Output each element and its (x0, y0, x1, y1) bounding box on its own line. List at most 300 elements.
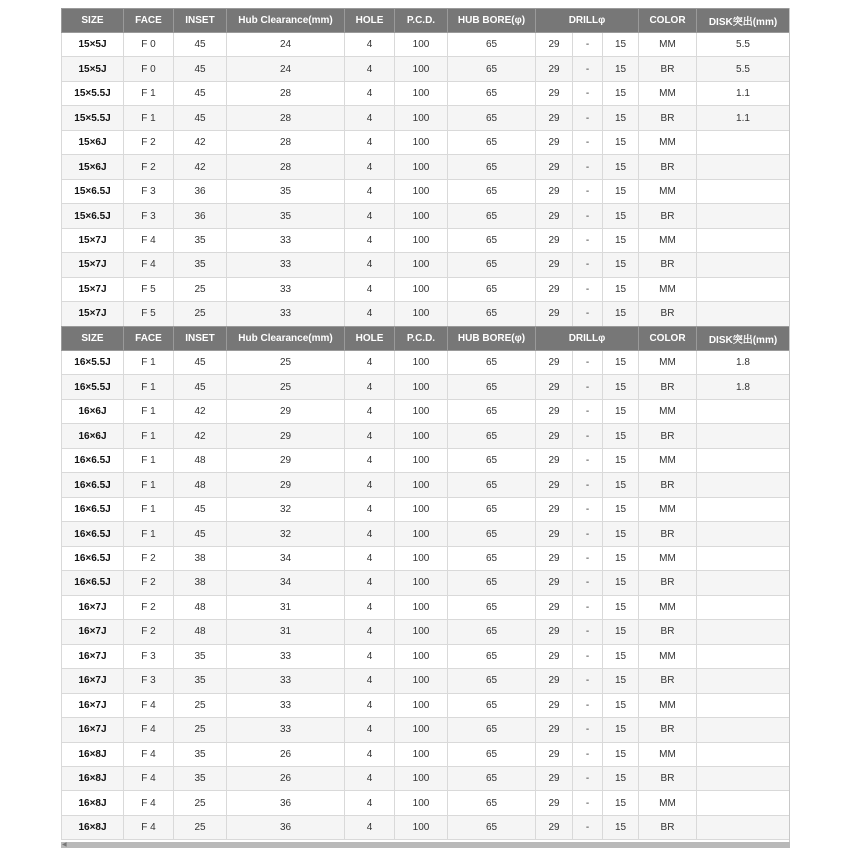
cell-drill-separator: - (573, 815, 603, 839)
cell-color: BR (639, 718, 697, 742)
cell-hole: 4 (345, 571, 395, 595)
cell-hub-bore: 65 (448, 546, 536, 570)
cell-hole: 4 (345, 204, 395, 228)
cell-inset: 35 (174, 766, 227, 790)
cell-drill-min: 29 (536, 766, 573, 790)
cell-hub-clearance: 24 (227, 33, 345, 57)
table-row (62, 228, 790, 252)
cell-hub-bore: 65 (448, 228, 536, 252)
cell-size: 15×5J (62, 57, 124, 81)
cell-color: BR (639, 204, 697, 228)
cell-hole: 4 (345, 277, 395, 301)
cell-inset: 48 (174, 595, 227, 619)
cell-drill-min: 29 (536, 302, 573, 326)
cell-hole: 4 (345, 399, 395, 423)
cell-hub-clearance: 31 (227, 620, 345, 644)
cell-face: F 3 (124, 669, 174, 693)
cell-drill-separator: - (573, 595, 603, 619)
cell-drill-max: 15 (603, 571, 639, 595)
cell-color: MM (639, 693, 697, 717)
cell-inset: 25 (174, 815, 227, 839)
cell-size: 16×6.5J (62, 571, 124, 595)
cell-size: 15×7J (62, 277, 124, 301)
cell-face: F 4 (124, 791, 174, 815)
cell-size: 16×7J (62, 718, 124, 742)
cell-drill-separator: - (573, 620, 603, 644)
cell-disk (697, 522, 790, 546)
cell-hub-bore: 65 (448, 155, 536, 179)
table-row (62, 351, 790, 375)
header-hole: HOLE (345, 9, 395, 33)
cell-color: MM (639, 228, 697, 252)
cell-hub-bore: 65 (448, 718, 536, 742)
cell-color: BR (639, 473, 697, 497)
cell-size: 16×8J (62, 742, 124, 766)
cell-hub-bore: 65 (448, 693, 536, 717)
table-body (62, 33, 790, 327)
header-pcd: P.C.D. (395, 9, 448, 33)
cell-color: MM (639, 179, 697, 203)
table-row (62, 669, 790, 693)
cell-size: 15×5.5J (62, 81, 124, 105)
cell-drill-min: 29 (536, 742, 573, 766)
cell-drill-separator: - (573, 473, 603, 497)
cell-hub-clearance: 31 (227, 595, 345, 619)
cell-size: 16×6J (62, 399, 124, 423)
cell-size: 15×6J (62, 130, 124, 154)
cell-drill-max: 15 (603, 766, 639, 790)
cell-disk (697, 546, 790, 570)
cell-hub-clearance: 28 (227, 155, 345, 179)
cell-hole: 4 (345, 57, 395, 81)
cell-drill-min: 29 (536, 204, 573, 228)
header-color: COLOR (639, 327, 697, 351)
cell-drill-max: 15 (603, 522, 639, 546)
cell-disk (697, 644, 790, 668)
header-hub-bore: HUB BORE(φ) (448, 327, 536, 351)
cell-drill-min: 29 (536, 669, 573, 693)
cell-hub-clearance: 36 (227, 791, 345, 815)
cell-hub-bore: 65 (448, 130, 536, 154)
cell-pcd: 100 (395, 33, 448, 57)
cell-hub-clearance: 29 (227, 473, 345, 497)
cell-disk (697, 302, 790, 326)
cell-color: MM (639, 351, 697, 375)
cell-hub-bore: 65 (448, 57, 536, 81)
cell-disk: 1.8 (697, 375, 790, 399)
cell-drill-max: 15 (603, 693, 639, 717)
cell-hub-bore: 65 (448, 742, 536, 766)
cell-drill-max: 15 (603, 546, 639, 570)
cell-face: F 1 (124, 424, 174, 448)
cell-drill-min: 29 (536, 546, 573, 570)
cell-drill-separator: - (573, 742, 603, 766)
cell-hub-clearance: 33 (227, 277, 345, 301)
cell-hub-clearance: 25 (227, 375, 345, 399)
cell-drill-separator: - (573, 253, 603, 277)
cell-inset: 36 (174, 179, 227, 203)
cell-hub-bore: 65 (448, 595, 536, 619)
cell-drill-max: 15 (603, 179, 639, 203)
cell-disk: 1.8 (697, 351, 790, 375)
cell-hub-bore: 65 (448, 473, 536, 497)
cell-pcd: 100 (395, 424, 448, 448)
cell-hub-clearance: 33 (227, 253, 345, 277)
table-row (62, 546, 790, 570)
cell-drill-min: 29 (536, 815, 573, 839)
table-row (62, 155, 790, 179)
cell-drill-min: 29 (536, 473, 573, 497)
cell-hole: 4 (345, 669, 395, 693)
cell-hole: 4 (345, 766, 395, 790)
cell-hole: 4 (345, 81, 395, 105)
cell-drill-min: 29 (536, 595, 573, 619)
cell-drill-max: 15 (603, 620, 639, 644)
cell-hole: 4 (345, 815, 395, 839)
cell-drill-min: 29 (536, 375, 573, 399)
cell-color: MM (639, 497, 697, 521)
cell-pcd: 100 (395, 718, 448, 742)
cell-drill-separator: - (573, 204, 603, 228)
table-row (62, 595, 790, 619)
cell-hole: 4 (345, 351, 395, 375)
cell-pcd: 100 (395, 155, 448, 179)
cell-drill-min: 29 (536, 106, 573, 130)
header-face: FACE (124, 9, 174, 33)
cell-disk (697, 448, 790, 472)
cell-drill-min: 29 (536, 179, 573, 203)
table-row (62, 277, 790, 301)
cell-pcd: 100 (395, 473, 448, 497)
cell-inset: 35 (174, 253, 227, 277)
cell-hub-clearance: 29 (227, 448, 345, 472)
table-body (62, 351, 790, 840)
cell-hub-bore: 65 (448, 448, 536, 472)
cell-size: 15×7J (62, 253, 124, 277)
cell-drill-separator: - (573, 106, 603, 130)
cell-drill-separator: - (573, 130, 603, 154)
cell-face: F 1 (124, 497, 174, 521)
cell-hub-clearance: 28 (227, 81, 345, 105)
cell-size: 15×7J (62, 228, 124, 252)
cell-disk (697, 669, 790, 693)
cell-hub-clearance: 24 (227, 57, 345, 81)
scrollbar-thumb[interactable] (61, 842, 790, 848)
cell-drill-separator: - (573, 57, 603, 81)
cell-face: F 2 (124, 571, 174, 595)
cell-inset: 42 (174, 155, 227, 179)
cell-hub-clearance: 34 (227, 546, 345, 570)
header-inset: INSET (174, 327, 227, 351)
cell-disk (697, 718, 790, 742)
cell-inset: 48 (174, 620, 227, 644)
cell-face: F 2 (124, 620, 174, 644)
cell-hub-bore: 65 (448, 399, 536, 423)
header-disk: DISK突出(mm) (697, 9, 790, 33)
cell-pcd: 100 (395, 399, 448, 423)
spec-table-15-inch (61, 8, 790, 327)
cell-hub-clearance: 33 (227, 693, 345, 717)
cell-face: F 0 (124, 33, 174, 57)
cell-disk: 5.5 (697, 57, 790, 81)
cell-hole: 4 (345, 424, 395, 448)
cell-hub-bore: 65 (448, 424, 536, 448)
cell-hub-clearance: 25 (227, 351, 345, 375)
cell-drill-separator: - (573, 448, 603, 472)
cell-inset: 45 (174, 106, 227, 130)
cell-hub-bore: 65 (448, 571, 536, 595)
cell-drill-separator: - (573, 302, 603, 326)
cell-pcd: 100 (395, 375, 448, 399)
cell-size: 16×7J (62, 693, 124, 717)
cell-size: 16×8J (62, 766, 124, 790)
cell-color: BR (639, 571, 697, 595)
cell-hole: 4 (345, 522, 395, 546)
cell-inset: 25 (174, 791, 227, 815)
cell-face: F 2 (124, 546, 174, 570)
cell-size: 16×8J (62, 791, 124, 815)
cell-drill-min: 29 (536, 522, 573, 546)
cell-size: 16×5.5J (62, 375, 124, 399)
cell-hub-clearance: 35 (227, 179, 345, 203)
cell-size: 15×6.5J (62, 179, 124, 203)
cell-hub-bore: 65 (448, 497, 536, 521)
cell-drill-max: 15 (603, 424, 639, 448)
cell-pcd: 100 (395, 106, 448, 130)
cell-face: F 2 (124, 155, 174, 179)
table-row (62, 644, 790, 668)
cell-face: F 4 (124, 815, 174, 839)
cell-drill-separator: - (573, 546, 603, 570)
cell-size: 16×8J (62, 815, 124, 839)
cell-pcd: 100 (395, 130, 448, 154)
cell-hub-clearance: 28 (227, 130, 345, 154)
cell-pcd: 100 (395, 81, 448, 105)
cell-disk (697, 571, 790, 595)
table-row (62, 424, 790, 448)
cell-drill-max: 15 (603, 277, 639, 301)
cell-pcd: 100 (395, 204, 448, 228)
cell-inset: 25 (174, 718, 227, 742)
cell-disk (697, 595, 790, 619)
cell-drill-min: 29 (536, 155, 573, 179)
cell-drill-min: 29 (536, 399, 573, 423)
cell-drill-max: 15 (603, 497, 639, 521)
cell-drill-separator: - (573, 669, 603, 693)
table-row (62, 302, 790, 326)
cell-size: 15×7J (62, 302, 124, 326)
cell-color: MM (639, 791, 697, 815)
cell-disk (697, 399, 790, 423)
cell-drill-min: 29 (536, 57, 573, 81)
cell-hole: 4 (345, 179, 395, 203)
cell-inset: 25 (174, 693, 227, 717)
cell-disk (697, 497, 790, 521)
cell-face: F 4 (124, 766, 174, 790)
cell-disk (697, 742, 790, 766)
cell-color: BR (639, 620, 697, 644)
cell-hub-clearance: 33 (227, 718, 345, 742)
cell-face: F 3 (124, 644, 174, 668)
cell-color: MM (639, 399, 697, 423)
cell-disk (697, 766, 790, 790)
cell-hub-bore: 65 (448, 644, 536, 668)
cell-size: 16×7J (62, 595, 124, 619)
cell-face: F 1 (124, 448, 174, 472)
header-size: SIZE (62, 327, 124, 351)
cell-hole: 4 (345, 33, 395, 57)
cell-hub-bore: 65 (448, 204, 536, 228)
cell-hole: 4 (345, 302, 395, 326)
header-row (62, 327, 790, 351)
cell-disk (697, 228, 790, 252)
cell-drill-max: 15 (603, 81, 639, 105)
cell-face: F 4 (124, 718, 174, 742)
cell-hub-clearance: 29 (227, 399, 345, 423)
table-row (62, 179, 790, 203)
header-inset: INSET (174, 9, 227, 33)
cell-size: 16×7J (62, 620, 124, 644)
cell-face: F 1 (124, 81, 174, 105)
cell-drill-max: 15 (603, 742, 639, 766)
cell-pcd: 100 (395, 620, 448, 644)
cell-drill-max: 15 (603, 57, 639, 81)
cell-inset: 42 (174, 399, 227, 423)
cell-drill-max: 15 (603, 253, 639, 277)
cell-hub-clearance: 33 (227, 302, 345, 326)
cell-size: 15×5.5J (62, 106, 124, 130)
cell-face: F 0 (124, 57, 174, 81)
cell-drill-separator: - (573, 718, 603, 742)
cell-drill-separator: - (573, 571, 603, 595)
table-row (62, 497, 790, 521)
header-color: COLOR (639, 9, 697, 33)
cell-drill-min: 29 (536, 130, 573, 154)
spec-table-16-inch (61, 326, 790, 840)
cell-drill-separator: - (573, 693, 603, 717)
cell-inset: 45 (174, 522, 227, 546)
scroll-left-arrow-icon[interactable]: ◀ (62, 842, 67, 848)
cell-color: BR (639, 375, 697, 399)
cell-face: F 5 (124, 277, 174, 301)
cell-face: F 2 (124, 595, 174, 619)
cell-pcd: 100 (395, 815, 448, 839)
cell-inset: 35 (174, 742, 227, 766)
cell-color: BR (639, 424, 697, 448)
cell-inset: 45 (174, 351, 227, 375)
cell-disk (697, 204, 790, 228)
cell-pcd: 100 (395, 448, 448, 472)
cell-hole: 4 (345, 644, 395, 668)
cell-color: BR (639, 106, 697, 130)
cell-hub-clearance: 33 (227, 644, 345, 668)
cell-drill-max: 15 (603, 595, 639, 619)
cell-size: 16×7J (62, 644, 124, 668)
cell-inset: 25 (174, 302, 227, 326)
cell-hole: 4 (345, 473, 395, 497)
cell-inset: 42 (174, 130, 227, 154)
cell-hole: 4 (345, 106, 395, 130)
spec-table-frame (61, 8, 790, 842)
cell-hole: 4 (345, 546, 395, 570)
cell-disk (697, 424, 790, 448)
cell-hub-clearance: 32 (227, 497, 345, 521)
header-hub-clearance: Hub Clearance(mm) (227, 327, 345, 351)
cell-hub-clearance: 28 (227, 106, 345, 130)
header-drill: DRILLφ (536, 327, 639, 351)
cell-drill-separator: - (573, 351, 603, 375)
cell-face: F 4 (124, 253, 174, 277)
table-header (62, 327, 790, 351)
table-row (62, 791, 790, 815)
header-hole: HOLE (345, 327, 395, 351)
cell-drill-max: 15 (603, 718, 639, 742)
cell-drill-separator: - (573, 155, 603, 179)
cell-drill-separator: - (573, 277, 603, 301)
cell-hub-clearance: 33 (227, 228, 345, 252)
header-hub-clearance: Hub Clearance(mm) (227, 9, 345, 33)
table-row (62, 522, 790, 546)
cell-color: BR (639, 302, 697, 326)
cell-face: F 1 (124, 351, 174, 375)
cell-hub-bore: 65 (448, 791, 536, 815)
table-right-border (789, 8, 790, 842)
cell-pcd: 100 (395, 693, 448, 717)
cell-drill-max: 15 (603, 448, 639, 472)
cell-drill-separator: - (573, 228, 603, 252)
cell-drill-min: 29 (536, 228, 573, 252)
cell-pcd: 100 (395, 791, 448, 815)
horizontal-scrollbar[interactable] (61, 842, 790, 848)
cell-hub-bore: 65 (448, 179, 536, 203)
cell-drill-min: 29 (536, 571, 573, 595)
cell-face: F 4 (124, 228, 174, 252)
cell-size: 16×6J (62, 424, 124, 448)
cell-hole: 4 (345, 497, 395, 521)
cell-color: MM (639, 33, 697, 57)
table-row (62, 106, 790, 130)
cell-pcd: 100 (395, 595, 448, 619)
cell-hub-bore: 65 (448, 33, 536, 57)
cell-face: F 1 (124, 375, 174, 399)
cell-color: MM (639, 448, 697, 472)
cell-drill-min: 29 (536, 620, 573, 644)
cell-drill-separator: - (573, 399, 603, 423)
cell-drill-min: 29 (536, 277, 573, 301)
cell-inset: 35 (174, 669, 227, 693)
cell-face: F 4 (124, 742, 174, 766)
cell-hole: 4 (345, 375, 395, 399)
cell-pcd: 100 (395, 497, 448, 521)
cell-disk: 5.5 (697, 33, 790, 57)
cell-color: MM (639, 546, 697, 570)
cell-hole: 4 (345, 595, 395, 619)
table-row (62, 130, 790, 154)
cell-hub-bore: 65 (448, 766, 536, 790)
cell-drill-min: 29 (536, 644, 573, 668)
table-row (62, 571, 790, 595)
cell-hub-clearance: 34 (227, 571, 345, 595)
cell-face: F 1 (124, 473, 174, 497)
cell-drill-max: 15 (603, 791, 639, 815)
cell-pcd: 100 (395, 351, 448, 375)
cell-drill-max: 15 (603, 155, 639, 179)
cell-inset: 45 (174, 375, 227, 399)
cell-drill-max: 15 (603, 375, 639, 399)
cell-face: F 1 (124, 522, 174, 546)
cell-disk (697, 620, 790, 644)
cell-size: 16×6.5J (62, 448, 124, 472)
